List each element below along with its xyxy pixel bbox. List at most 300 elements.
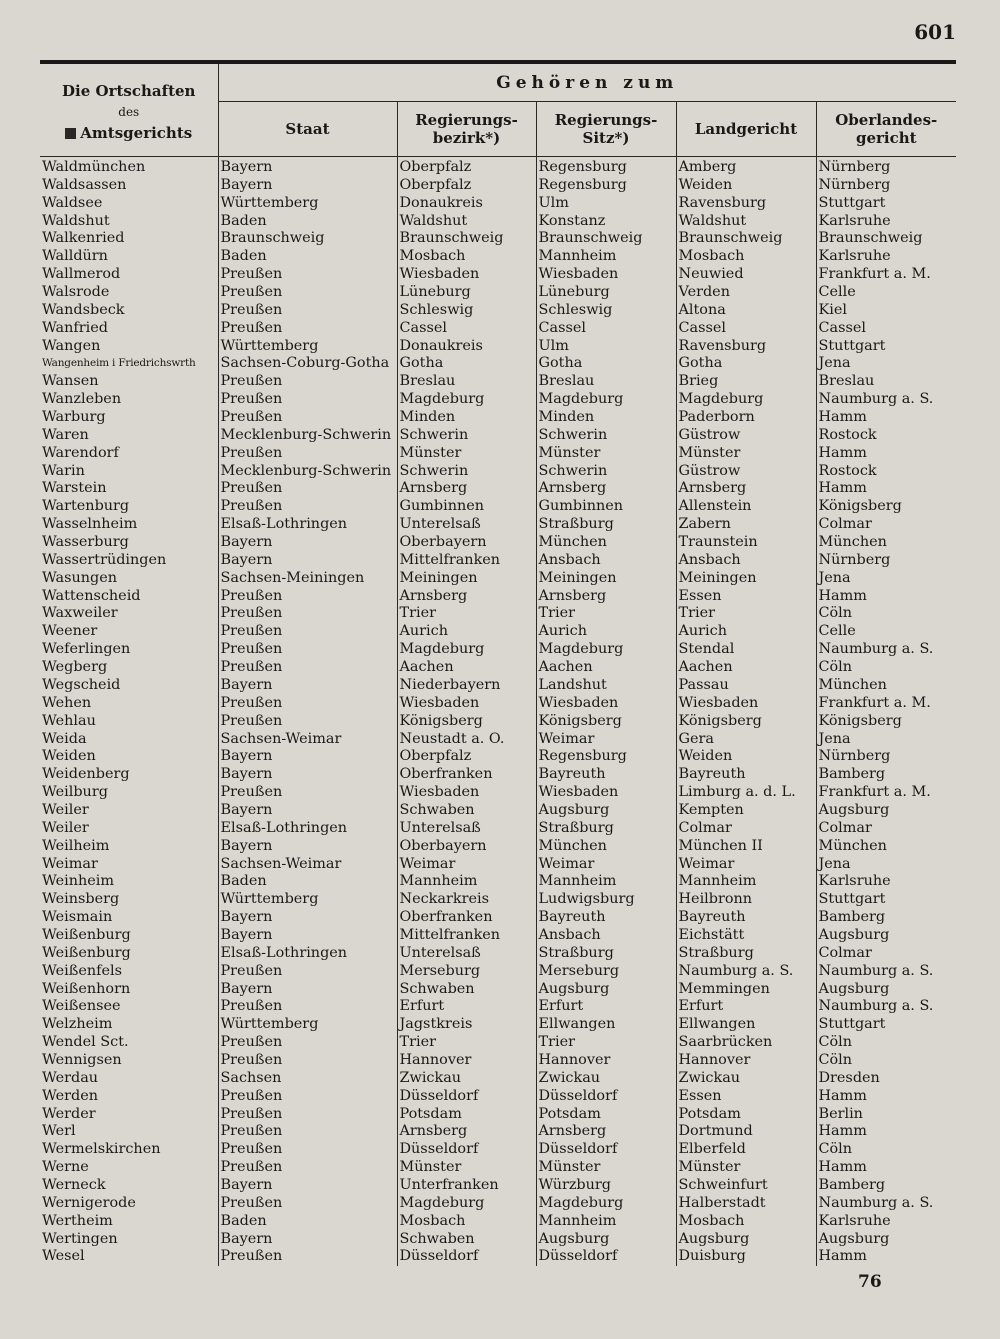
place-cell: Wangenheim i Friedrichswrth bbox=[40, 355, 218, 373]
sitz-cell: Augsburg bbox=[536, 981, 676, 999]
olg-cell: Berlin bbox=[818, 1105, 863, 1122]
sitz-cell: Magdeburg bbox=[536, 641, 676, 659]
table-row bbox=[40, 1070, 956, 1088]
sitz-cell: Trier bbox=[536, 605, 676, 623]
table-row bbox=[40, 480, 956, 498]
landgericht-cell: Altona bbox=[676, 302, 816, 320]
place-cell: Weißenburg bbox=[40, 927, 218, 945]
staat-cell: Bayern bbox=[218, 534, 397, 552]
place-cell: Weimar bbox=[40, 856, 218, 874]
bezirk-cell: Oberpfalz bbox=[397, 177, 536, 195]
landgericht-cell: Heilbronn bbox=[676, 891, 816, 909]
bezirk-cell: Zwickau bbox=[397, 1070, 536, 1088]
staat-cell: Preußen bbox=[218, 1141, 397, 1159]
staat-cell: Sachsen-Weimar bbox=[218, 856, 397, 874]
header-line-3-text: Amtsgerichts bbox=[80, 123, 193, 142]
staat-cell: Baden bbox=[218, 873, 397, 891]
staat-cell: Elsaß-Lothringen bbox=[218, 820, 397, 838]
table-row bbox=[40, 1231, 956, 1249]
place-cell: Warstein bbox=[40, 480, 218, 498]
table-row bbox=[40, 677, 956, 695]
landgericht-cell: Amberg bbox=[676, 157, 816, 177]
landgericht-cell: Stendal bbox=[676, 641, 816, 659]
olg-cell: Dresden bbox=[818, 1069, 880, 1086]
olg-cell: Colmar bbox=[818, 516, 872, 533]
sitz-cell: Münster bbox=[536, 445, 676, 463]
bezirk-cell: Donaukreis bbox=[397, 195, 536, 213]
landgericht-cell: Schweinfurt bbox=[676, 1177, 816, 1195]
staat-cell: Württemberg bbox=[218, 195, 397, 213]
landgericht-cell: Saarbrücken bbox=[676, 1034, 816, 1052]
landgericht-cell: Ravensburg bbox=[676, 195, 816, 213]
place-cell: Werneck bbox=[40, 1177, 218, 1195]
table-row bbox=[40, 1248, 956, 1266]
court-directory-table bbox=[40, 64, 956, 1266]
sitz-cell: Merseburg bbox=[536, 963, 676, 981]
olg-cell: Königsberg bbox=[818, 712, 902, 729]
sitz-cell: Weimar bbox=[536, 856, 676, 874]
bezirk-cell: Mannheim bbox=[397, 873, 536, 891]
column-header-landgericht: Landgericht bbox=[676, 102, 816, 157]
table-row bbox=[40, 784, 956, 802]
place-cell: Wegscheid bbox=[40, 677, 218, 695]
landgericht-cell: Mannheim bbox=[676, 873, 816, 891]
table-row bbox=[40, 748, 956, 766]
sitz-cell: Regensburg bbox=[536, 177, 676, 195]
sitz-cell: Ellwangen bbox=[536, 1016, 676, 1034]
staat-cell: Bayern bbox=[218, 981, 397, 999]
olg-cell: Nürnberg bbox=[818, 748, 891, 765]
place-cell: Waren bbox=[40, 427, 218, 445]
olg-cell: Naumburg a. S. bbox=[818, 962, 934, 979]
place-cell: Weilburg bbox=[40, 784, 218, 802]
sitz-cell: Lüneburg bbox=[536, 284, 676, 302]
landgericht-cell: Arnsberg bbox=[676, 480, 816, 498]
table-row bbox=[40, 427, 956, 445]
bezirk-cell: Schleswig bbox=[397, 302, 536, 320]
staat-cell: Baden bbox=[218, 1213, 397, 1231]
footer-number: 76 bbox=[858, 1272, 882, 1292]
place-cell: Weener bbox=[40, 623, 218, 641]
sitz-cell: Minden bbox=[536, 409, 676, 427]
landgericht-cell: Naumburg a. S. bbox=[676, 963, 816, 981]
staat-cell: Preußen bbox=[218, 409, 397, 427]
place-cell: Wansen bbox=[40, 373, 218, 391]
sitz-cell: Schleswig bbox=[536, 302, 676, 320]
olg-cell: Hamm bbox=[818, 444, 867, 461]
olg-cell: Celle bbox=[818, 284, 856, 301]
table-row bbox=[40, 498, 956, 516]
table-row bbox=[40, 355, 956, 373]
olg-cell: Karlsruhe bbox=[818, 212, 891, 229]
table-row bbox=[40, 391, 956, 409]
table-row bbox=[40, 731, 956, 749]
bezirk-cell: Oberpfalz bbox=[397, 157, 536, 177]
olg-cell: Bamberg bbox=[818, 766, 886, 783]
landgericht-cell: Bayreuth bbox=[676, 766, 816, 784]
table-row bbox=[40, 1213, 956, 1231]
olg-cell: Hamm bbox=[818, 1087, 867, 1104]
olg-cell: Augsburg bbox=[818, 1230, 890, 1247]
place-cell: Warin bbox=[40, 463, 218, 481]
sitz-cell: Meiningen bbox=[536, 570, 676, 588]
staat-cell: Sachsen-Coburg-Gotha bbox=[218, 355, 397, 373]
staat-cell: Preußen bbox=[218, 1034, 397, 1052]
place-cell: Wandsbeck bbox=[40, 302, 218, 320]
sitz-cell: Düsseldorf bbox=[536, 1248, 676, 1266]
landgericht-cell: Essen bbox=[676, 1088, 816, 1106]
table-row bbox=[40, 302, 956, 320]
landgericht-cell: Memmingen bbox=[676, 981, 816, 999]
place-cell: Waldmünchen bbox=[40, 157, 218, 177]
table-row bbox=[40, 963, 956, 981]
sitz-cell: Zwickau bbox=[536, 1070, 676, 1088]
olg-cell: Breslau bbox=[818, 373, 875, 390]
bezirk-cell: Potsdam bbox=[397, 1106, 536, 1124]
bezirk-cell: Mittelfranken bbox=[397, 552, 536, 570]
staat-cell: Sachsen-Meiningen bbox=[218, 570, 397, 588]
table-row bbox=[40, 1123, 956, 1141]
bezirk-cell: Königsberg bbox=[397, 713, 536, 731]
place-cell: Wasselnheim bbox=[40, 516, 218, 534]
landgericht-cell: München II bbox=[676, 838, 816, 856]
staat-cell: Elsaß-Lothringen bbox=[218, 516, 397, 534]
sitz-cell: Aachen bbox=[536, 659, 676, 677]
bezirk-cell: Unterelsaß bbox=[397, 516, 536, 534]
bezirk-cell: Unterelsaß bbox=[397, 945, 536, 963]
bezirk-cell: Neustadt a. O. bbox=[397, 731, 536, 749]
landgericht-cell: Erfurt bbox=[676, 998, 816, 1016]
table-row bbox=[40, 856, 956, 874]
olg-cell: Rostock bbox=[818, 462, 877, 479]
landgericht-cell: Aachen bbox=[676, 659, 816, 677]
olg-cell: Cöln bbox=[818, 1034, 853, 1051]
landgericht-cell: Straßburg bbox=[676, 945, 816, 963]
bezirk-cell: Münster bbox=[397, 1159, 536, 1177]
table-row bbox=[40, 1034, 956, 1052]
landgericht-cell: Ansbach bbox=[676, 552, 816, 570]
olg-cell: Jena bbox=[818, 855, 851, 872]
column-header-regierungsbezirk: Regierungs-bezirk*) bbox=[397, 102, 536, 157]
staat-cell: Preußen bbox=[218, 713, 397, 731]
sitz-cell: Bayreuth bbox=[536, 766, 676, 784]
bezirk-cell: Schwaben bbox=[397, 1231, 536, 1249]
bezirk-cell: Gumbinnen bbox=[397, 498, 536, 516]
bezirk-cell: Neckarkreis bbox=[397, 891, 536, 909]
place-cell: Weinsberg bbox=[40, 891, 218, 909]
landgericht-cell: Münster bbox=[676, 445, 816, 463]
sitz-cell: Arnsberg bbox=[536, 480, 676, 498]
bezirk-cell: Schwaben bbox=[397, 802, 536, 820]
sitz-cell: Wiesbaden bbox=[536, 266, 676, 284]
sitz-cell: Ludwigsburg bbox=[536, 891, 676, 909]
place-cell: Wehlau bbox=[40, 713, 218, 731]
olg-cell: München bbox=[818, 534, 887, 551]
bezirk-cell: Trier bbox=[397, 1034, 536, 1052]
bezirk-cell: Jagstkreis bbox=[397, 1016, 536, 1034]
table-row bbox=[40, 463, 956, 481]
table-row bbox=[40, 570, 956, 588]
table-row bbox=[40, 157, 956, 177]
landgericht-cell: Halberstadt bbox=[676, 1195, 816, 1213]
place-cell: Wesel bbox=[40, 1248, 218, 1266]
landgericht-cell: Weiden bbox=[676, 748, 816, 766]
table-row bbox=[40, 177, 956, 195]
sitz-cell: Bayreuth bbox=[536, 909, 676, 927]
bezirk-cell: Mittelfranken bbox=[397, 927, 536, 945]
staat-cell: Braunschweig bbox=[218, 230, 397, 248]
table-row bbox=[40, 623, 956, 641]
header-line-2: des bbox=[118, 104, 140, 119]
staat-cell: Preußen bbox=[218, 1195, 397, 1213]
olg-cell: Königsberg bbox=[818, 498, 902, 515]
place-cell: Weiden bbox=[40, 748, 218, 766]
place-cell: Weferlingen bbox=[40, 641, 218, 659]
table-row bbox=[40, 1052, 956, 1070]
place-cell: Wasserburg bbox=[40, 534, 218, 552]
landgericht-cell: Weimar bbox=[676, 856, 816, 874]
sitz-cell: Ansbach bbox=[536, 927, 676, 945]
landgericht-cell: Paderborn bbox=[676, 409, 816, 427]
table-row bbox=[40, 873, 956, 891]
table-row bbox=[40, 820, 956, 838]
olg-cell: Nürnberg bbox=[818, 159, 891, 175]
place-cell: Wartenburg bbox=[40, 498, 218, 516]
olg-cell: Hamm bbox=[818, 1123, 867, 1140]
place-cell: Wennigsen bbox=[40, 1052, 218, 1070]
olg-cell: Colmar bbox=[818, 944, 872, 961]
staat-cell: Preußen bbox=[218, 266, 397, 284]
landgericht-cell: Essen bbox=[676, 588, 816, 606]
sitz-cell: Landshut bbox=[536, 677, 676, 695]
place-cell: Wernigerode bbox=[40, 1195, 218, 1213]
sitz-cell: Aurich bbox=[536, 623, 676, 641]
bezirk-cell: Wiesbaden bbox=[397, 266, 536, 284]
sitz-cell: München bbox=[536, 534, 676, 552]
olg-cell: Augsburg bbox=[818, 926, 890, 943]
sitz-cell: Mannheim bbox=[536, 873, 676, 891]
box-icon bbox=[65, 128, 76, 139]
olg-cell: Naumburg a. S. bbox=[818, 1194, 934, 1211]
olg-cell: Augsburg bbox=[818, 801, 890, 818]
staat-cell: Bayern bbox=[218, 927, 397, 945]
sitz-cell: Hannover bbox=[536, 1052, 676, 1070]
landgericht-cell: Braunschweig bbox=[676, 230, 816, 248]
place-cell: Weidenberg bbox=[40, 766, 218, 784]
staat-cell: Preußen bbox=[218, 784, 397, 802]
olg-cell: Jena bbox=[818, 569, 851, 586]
staat-cell: Bayern bbox=[218, 802, 397, 820]
sitz-cell: Straßburg bbox=[536, 820, 676, 838]
landgericht-cell: Augsburg bbox=[676, 1231, 816, 1249]
place-cell: Walkenried bbox=[40, 230, 218, 248]
bezirk-cell: Trier bbox=[397, 605, 536, 623]
sitz-cell: Arnsberg bbox=[536, 1123, 676, 1141]
place-cell: Werl bbox=[40, 1123, 218, 1141]
olg-cell: München bbox=[818, 676, 887, 693]
place-cell: Waldsee bbox=[40, 195, 218, 213]
place-cell: Waxweiler bbox=[40, 605, 218, 623]
table-row bbox=[40, 516, 956, 534]
landgericht-cell: Traunstein bbox=[676, 534, 816, 552]
landgericht-cell: Magdeburg bbox=[676, 391, 816, 409]
staat-cell: Württemberg bbox=[218, 338, 397, 356]
staat-cell: Preußen bbox=[218, 498, 397, 516]
landgericht-cell: Weiden bbox=[676, 177, 816, 195]
table-row bbox=[40, 605, 956, 623]
table-row bbox=[40, 445, 956, 463]
place-cell: Wanfried bbox=[40, 320, 218, 338]
table-row bbox=[40, 998, 956, 1016]
olg-cell: Stuttgart bbox=[818, 194, 886, 211]
landgericht-cell: Verden bbox=[676, 284, 816, 302]
olg-cell: Bamberg bbox=[818, 1176, 886, 1193]
place-cell: Warburg bbox=[40, 409, 218, 427]
staat-cell: Bayern bbox=[218, 838, 397, 856]
sitz-cell: Arnsberg bbox=[536, 588, 676, 606]
olg-cell: Rostock bbox=[818, 426, 877, 443]
place-cell: Weißensee bbox=[40, 998, 218, 1016]
staat-cell: Bayern bbox=[218, 677, 397, 695]
bezirk-cell: Wiesbaden bbox=[397, 695, 536, 713]
olg-cell: Nürnberg bbox=[818, 176, 891, 193]
landgericht-cell: Kempten bbox=[676, 802, 816, 820]
staat-cell: Preußen bbox=[218, 1106, 397, 1124]
sitz-cell: Münster bbox=[536, 1159, 676, 1177]
table-row bbox=[40, 248, 956, 266]
sitz-cell: Regensburg bbox=[536, 748, 676, 766]
place-cell: Walldürn bbox=[40, 248, 218, 266]
sitz-cell: Mannheim bbox=[536, 248, 676, 266]
sitz-cell: Mannheim bbox=[536, 1213, 676, 1231]
olg-cell: Hamm bbox=[818, 480, 867, 497]
landgericht-cell: Duisburg bbox=[676, 1248, 816, 1266]
bezirk-cell: Merseburg bbox=[397, 963, 536, 981]
olg-cell: Karlsruhe bbox=[818, 873, 891, 890]
sitz-cell: Magdeburg bbox=[536, 1195, 676, 1213]
olg-cell: Stuttgart bbox=[818, 1016, 886, 1033]
place-cell: Weismain bbox=[40, 909, 218, 927]
staat-cell: Preußen bbox=[218, 391, 397, 409]
sitz-cell: Augsburg bbox=[536, 802, 676, 820]
place-cell: Werne bbox=[40, 1159, 218, 1177]
table-row bbox=[40, 373, 956, 391]
landgericht-cell: Güstrow bbox=[676, 463, 816, 481]
place-cell: Weiler bbox=[40, 820, 218, 838]
staat-cell: Preußen bbox=[218, 695, 397, 713]
bezirk-cell: Schwaben bbox=[397, 981, 536, 999]
place-cell: Wermelskirchen bbox=[40, 1141, 218, 1159]
sitz-cell: Gumbinnen bbox=[536, 498, 676, 516]
table-row bbox=[40, 409, 956, 427]
staat-cell: Preußen bbox=[218, 480, 397, 498]
place-cell: Weinheim bbox=[40, 873, 218, 891]
bezirk-cell: Schwerin bbox=[397, 427, 536, 445]
olg-cell: Cöln bbox=[818, 1051, 853, 1068]
staat-cell: Preußen bbox=[218, 641, 397, 659]
staat-cell: Preußen bbox=[218, 1052, 397, 1070]
landgericht-cell: Allenstein bbox=[676, 498, 816, 516]
olg-cell: Cöln bbox=[818, 659, 853, 676]
olg-cell: Hamm bbox=[818, 587, 867, 604]
table-row bbox=[40, 641, 956, 659]
staat-cell: Preußen bbox=[218, 963, 397, 981]
place-cell: Warendorf bbox=[40, 445, 218, 463]
staat-cell: Bayern bbox=[218, 909, 397, 927]
bezirk-cell: Gotha bbox=[397, 355, 536, 373]
table-row bbox=[40, 891, 956, 909]
olg-cell: Celle bbox=[818, 623, 856, 640]
staat-cell: Bayern bbox=[218, 766, 397, 784]
landgericht-cell: Eichstätt bbox=[676, 927, 816, 945]
table-row bbox=[40, 909, 956, 927]
table-row bbox=[40, 1088, 956, 1106]
table-row bbox=[40, 195, 956, 213]
table-row bbox=[40, 230, 956, 248]
bezirk-cell: Magdeburg bbox=[397, 391, 536, 409]
staat-cell: Württemberg bbox=[218, 891, 397, 909]
landgericht-cell: Mosbach bbox=[676, 1213, 816, 1231]
landgericht-cell: Colmar bbox=[676, 820, 816, 838]
place-cell: Wendel Sct. bbox=[40, 1034, 218, 1052]
bezirk-cell: Unterfranken bbox=[397, 1177, 536, 1195]
table-row bbox=[40, 320, 956, 338]
table-row bbox=[40, 266, 956, 284]
landgericht-cell: Ravensburg bbox=[676, 338, 816, 356]
bezirk-cell: Oberfranken bbox=[397, 766, 536, 784]
staat-cell: Preußen bbox=[218, 659, 397, 677]
bezirk-cell: Unterelsaß bbox=[397, 820, 536, 838]
place-cell: Weida bbox=[40, 731, 218, 749]
staat-cell: Bayern bbox=[218, 1177, 397, 1195]
sitz-cell: Breslau bbox=[536, 373, 676, 391]
bezirk-cell: Düsseldorf bbox=[397, 1088, 536, 1106]
bezirk-cell: Münster bbox=[397, 445, 536, 463]
table-body bbox=[40, 157, 956, 1267]
sitz-cell: Straßburg bbox=[536, 516, 676, 534]
place-cell: Werder bbox=[40, 1106, 218, 1124]
bezirk-cell: Arnsberg bbox=[397, 480, 536, 498]
table-row bbox=[40, 588, 956, 606]
landgericht-cell: Cassel bbox=[676, 320, 816, 338]
olg-cell: Karlsruhe bbox=[818, 1212, 891, 1229]
sitz-cell: Düsseldorf bbox=[536, 1088, 676, 1106]
bezirk-cell: Hannover bbox=[397, 1052, 536, 1070]
bezirk-cell: Magdeburg bbox=[397, 1195, 536, 1213]
olg-cell: Hamm bbox=[818, 409, 867, 426]
place-cell: Wanzleben bbox=[40, 391, 218, 409]
place-cell: Wattenscheid bbox=[40, 588, 218, 606]
olg-cell: Kiel bbox=[818, 301, 847, 318]
bezirk-cell: Minden bbox=[397, 409, 536, 427]
bezirk-cell: Mosbach bbox=[397, 1213, 536, 1231]
staat-cell: Bayern bbox=[218, 1231, 397, 1249]
staat-cell: Preußen bbox=[218, 1123, 397, 1141]
sitz-cell: Wiesbaden bbox=[536, 695, 676, 713]
staat-cell: Preußen bbox=[218, 1088, 397, 1106]
table-row bbox=[40, 213, 956, 231]
place-cell: Wertheim bbox=[40, 1213, 218, 1231]
place-cell: Waldsassen bbox=[40, 177, 218, 195]
header-line-3 bbox=[40, 123, 218, 144]
olg-cell: Hamm bbox=[818, 1248, 867, 1265]
column-group-header: Gehören zum bbox=[218, 64, 956, 102]
bezirk-cell: Oberbayern bbox=[397, 838, 536, 856]
table-row bbox=[40, 945, 956, 963]
table-row bbox=[40, 1159, 956, 1177]
bezirk-cell: Düsseldorf bbox=[397, 1248, 536, 1266]
bezirk-cell: Braunschweig bbox=[397, 230, 536, 248]
